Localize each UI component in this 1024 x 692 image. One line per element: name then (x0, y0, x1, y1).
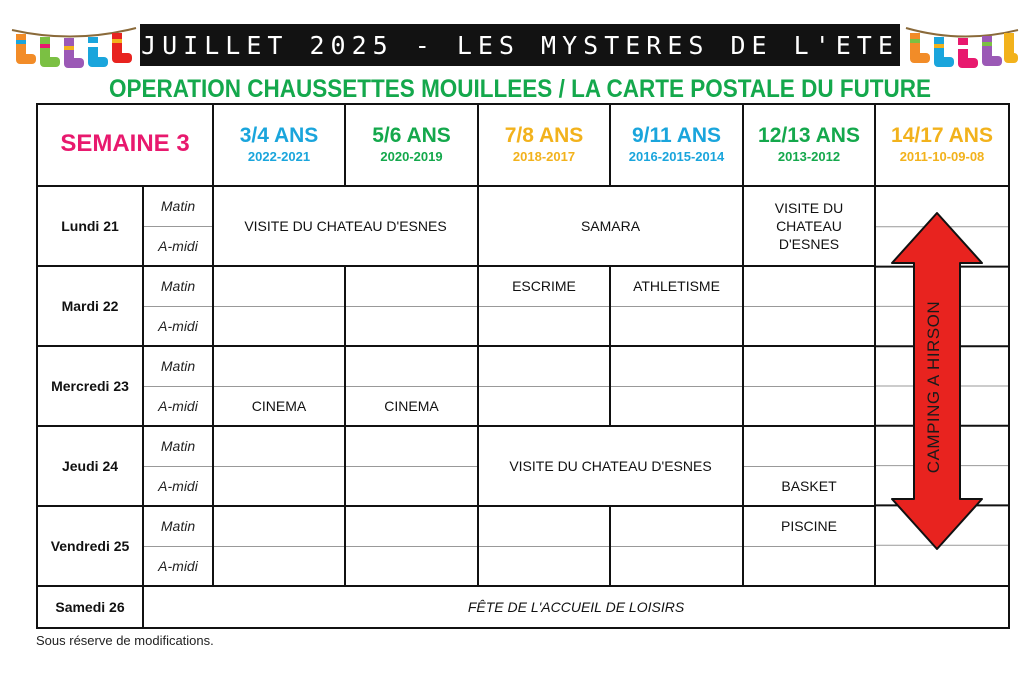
slot-label: A-midi (143, 386, 213, 426)
group-header: 9/11 ANS 2016-2015-2014 (610, 104, 743, 186)
slot-label: A-midi (143, 546, 213, 586)
slot-label: Matin (143, 506, 213, 546)
empty-cell (610, 546, 743, 586)
day-label: Vendredi 25 (37, 506, 143, 586)
empty-cell (213, 466, 345, 506)
empty-cell (478, 506, 610, 546)
empty-cell (213, 426, 345, 466)
day-label: Mardi 22 (37, 266, 143, 346)
socks-garland-right-icon (904, 22, 1020, 80)
empty-cell (743, 306, 875, 346)
header-row (37, 104, 1009, 186)
empty-cell (743, 346, 875, 386)
table-row (37, 266, 1009, 306)
empty-cell (345, 506, 478, 546)
activity-cell: CINEMA (213, 386, 345, 426)
activity-cell: PISCINE (743, 506, 875, 546)
week-label: SEMAINE 3 (37, 104, 213, 186)
empty-cell (213, 306, 345, 346)
day-label: Lundi 21 (37, 186, 143, 266)
table-row (37, 346, 1009, 386)
empty-cell (743, 426, 875, 466)
activity-cell: BASKET (743, 466, 875, 506)
slot-label: Matin (143, 266, 213, 306)
empty-cell (345, 306, 478, 346)
table-row (37, 186, 1009, 226)
banner-title: JUILLET 2025 - LES MYSTERES DE L'ETE (140, 24, 900, 66)
empty-cell (743, 266, 875, 306)
empty-cell (610, 506, 743, 546)
empty-cell (478, 306, 610, 346)
group-header: 5/6 ANS 2020-2019 (345, 104, 478, 186)
activity-cell: FÊTE DE L'ACCUEIL DE LOISIRS (143, 586, 1009, 628)
camping-label: CAMPING A HIRSON (924, 300, 943, 474)
day-label: Samedi 26 (37, 586, 143, 628)
table-row (37, 426, 1009, 466)
empty-cell (345, 546, 478, 586)
table-row (37, 306, 1009, 346)
slot-label: A-midi (143, 466, 213, 506)
empty-cell (213, 266, 345, 306)
table-row (37, 386, 1009, 426)
slot-label: Matin (143, 346, 213, 386)
schedule-table (36, 103, 1010, 629)
empty-cell (213, 506, 345, 546)
day-label: Jeudi 24 (37, 426, 143, 506)
activity-cell: VISITE DU CHATEAU D'ESNES (478, 426, 743, 506)
activity-cell: ESCRIME (478, 266, 610, 306)
empty-cell (345, 346, 478, 386)
empty-cell (610, 386, 743, 426)
camping-column (875, 186, 1009, 586)
slot-label: Matin (143, 186, 213, 226)
empty-cell (478, 346, 610, 386)
activity-cell: VISITE DU CHATEAU D'ESNES (743, 186, 875, 266)
activity-cell: VISITE DU CHATEAU D'ESNES (213, 186, 478, 266)
empty-cell (743, 386, 875, 426)
empty-cell (345, 266, 478, 306)
table-row (37, 506, 1009, 546)
subtitle: OPERATION CHAUSSETTES MOUILLEES / LA CARTE POSTALE DU FUTURE (108, 74, 932, 103)
empty-cell (345, 426, 478, 466)
empty-cell (213, 346, 345, 386)
empty-cell (610, 346, 743, 386)
group-header: 7/8 ANS 2018-2017 (478, 104, 610, 186)
slot-label: A-midi (143, 226, 213, 266)
socks-garland-left-icon (10, 22, 138, 80)
slot-label: A-midi (143, 306, 213, 346)
table-row (37, 586, 1009, 628)
day-label: Mercredi 23 (37, 346, 143, 426)
group-header: 12/13 ANS 2013-2012 (743, 104, 875, 186)
empty-cell (743, 546, 875, 586)
group-header: 3/4 ANS 2022-2021 (213, 104, 345, 186)
activity-cell: ATHLETISME (610, 266, 743, 306)
activity-cell: SAMARA (478, 186, 743, 266)
empty-cell (478, 546, 610, 586)
activity-cell: CINEMA (345, 386, 478, 426)
empty-cell (213, 546, 345, 586)
empty-cell (345, 466, 478, 506)
empty-cell (478, 386, 610, 426)
table-row (37, 546, 1009, 586)
empty-cell (610, 306, 743, 346)
slot-label: Matin (143, 426, 213, 466)
footer-note: Sous réserve de modifications. (36, 633, 214, 648)
group-header: 14/17 ANS 2011-10-09-08 (875, 104, 1009, 186)
